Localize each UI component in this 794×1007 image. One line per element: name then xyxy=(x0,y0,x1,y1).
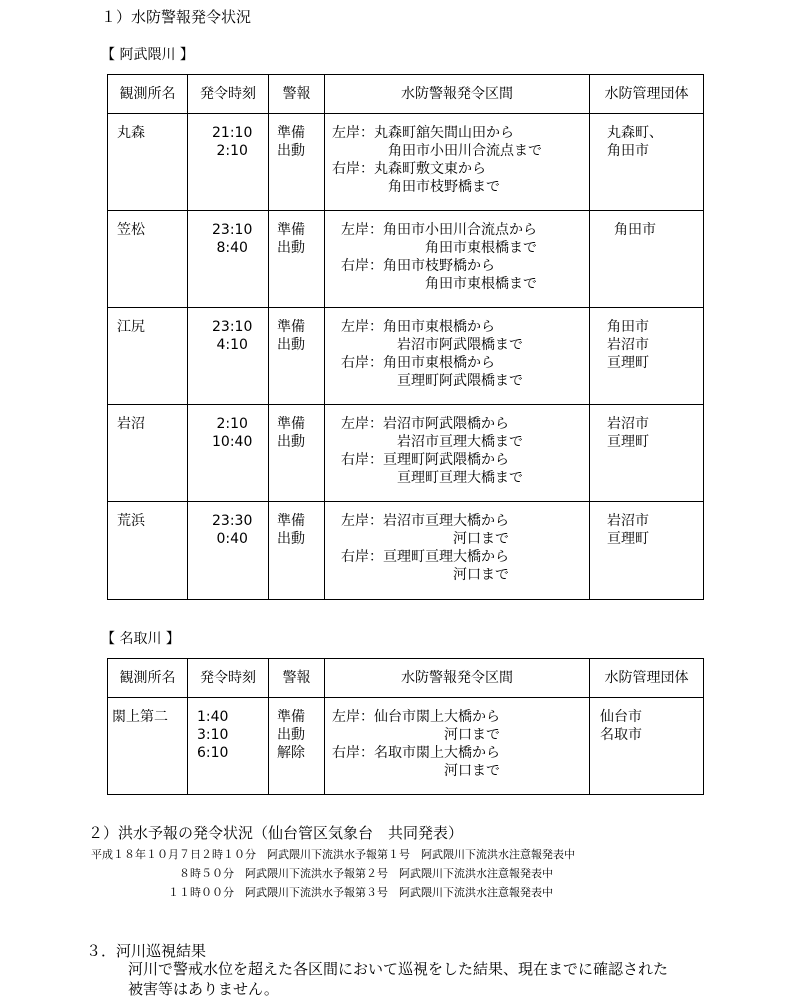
section-line: 右岸：角田市東根橋から xyxy=(341,355,495,371)
section-line: 右岸：亘理町亘理大橋から xyxy=(341,549,509,565)
table-row xyxy=(108,308,704,405)
issue-time: 1:40 xyxy=(197,709,229,725)
section-line: 右岸：角田市枝野橋から xyxy=(341,258,495,274)
section3-title: ３．河川巡視結果 xyxy=(86,942,207,960)
station-name: 閖上第二 xyxy=(112,709,168,725)
section-line: 左岸：仙台市閖上大橋から xyxy=(332,709,500,725)
patrol-result-text: 被害等はありません。 xyxy=(128,980,279,998)
station-name: 岩沼 xyxy=(117,416,145,432)
management-group: 岩沼市 xyxy=(607,416,649,432)
header-time: 発令時刻 xyxy=(188,659,269,698)
header-station: 観測所名 xyxy=(108,75,188,114)
management-group: 角田市 xyxy=(607,143,649,159)
natori-river-label: 【 名取川 】 xyxy=(101,631,180,647)
alert-level: 出動 xyxy=(277,531,305,547)
header-management-group: 水防管理団体 xyxy=(590,75,704,114)
natori-warning-table xyxy=(107,658,704,795)
issue-time: 6:10 xyxy=(197,745,229,761)
table-row xyxy=(108,211,704,308)
section-line: 角田市枝野橋まで xyxy=(332,179,500,195)
header-alert: 警報 xyxy=(269,75,325,114)
header-station: 観測所名 xyxy=(108,659,188,698)
management-group: 岩沼市 xyxy=(607,337,649,353)
alert-level: 出動 xyxy=(277,143,305,159)
issue-time: 2:10 xyxy=(212,143,248,159)
section-line: 角田市小田川合流点まで xyxy=(332,143,542,159)
table-row xyxy=(108,698,704,795)
alert-level: 準備 xyxy=(277,319,305,335)
station-name: 笠松 xyxy=(117,222,145,238)
section-line: 河口まで xyxy=(332,727,500,743)
alert-level: 出動 xyxy=(277,240,305,256)
issue-time: 23:30 xyxy=(212,513,253,529)
table-row xyxy=(108,405,704,502)
section-line: 亘理町亘理大橋まで xyxy=(341,470,523,486)
issue-time: 8:40 xyxy=(212,240,248,256)
flood-forecast-line: ８時５０分 阿武隈川下流洪水予報第２号 阿武隈川下流洪水注意報発表中 xyxy=(91,867,553,880)
station-name: 江尻 xyxy=(117,319,145,335)
issue-time: 4:10 xyxy=(212,337,248,353)
table-row xyxy=(108,502,704,600)
header-section: 水防警報発令区間 xyxy=(325,75,590,114)
section-line: 角田市東根橋まで xyxy=(341,240,537,256)
issue-time: 2:10 xyxy=(212,416,248,432)
management-group: 名取市 xyxy=(600,727,642,743)
header-section: 水防警報発令区間 xyxy=(325,659,590,698)
management-group: 角田市 xyxy=(607,319,649,335)
flood-forecast-line: １１時００分 阿武隈川下流洪水予報第３号 阿武隈川下流洪水注意報発表中 xyxy=(91,886,553,899)
management-group: 亘理町 xyxy=(607,434,649,450)
management-group: 亘理町 xyxy=(607,355,649,371)
section-line: 亘理町阿武隈橋まで xyxy=(341,373,523,389)
header-time: 発令時刻 xyxy=(188,75,269,114)
section-line: 左岸：角田市東根橋から xyxy=(341,319,495,335)
alert-level: 出動 xyxy=(277,434,305,450)
management-group: 丸森町、 xyxy=(607,125,663,141)
table-row xyxy=(108,114,704,211)
section-line: 左岸：岩沼市亘理大橋から xyxy=(341,513,509,529)
abukuma-warning-table xyxy=(107,74,704,600)
flood-forecast-line: 平成１８年１０月７日２時１０分 阿武隈川下流洪水予報第１号 阿武隈川下流洪水注意報発表中 xyxy=(91,848,575,861)
header-alert: 警報 xyxy=(269,659,325,698)
section-line: 右岸：亘理町阿武隈橋から xyxy=(341,452,509,468)
alert-level: 出動 xyxy=(277,727,305,743)
section-line: 河口まで xyxy=(341,531,509,547)
section-line: 左岸：角田市小田川合流点から xyxy=(341,222,537,238)
station-name: 丸森 xyxy=(117,125,145,141)
section-line: 岩沼市阿武隈橋まで xyxy=(341,337,523,353)
issue-time: 10:40 xyxy=(212,434,253,450)
management-group: 仙台市 xyxy=(600,709,642,725)
alert-level: 出動 xyxy=(277,337,305,353)
alert-level: 準備 xyxy=(277,513,305,529)
patrol-result-text: 河川で警戒水位を超えた各区間において巡視をした結果、現在までに確認された xyxy=(128,960,669,978)
issue-time: 0:40 xyxy=(212,531,248,547)
issue-time: 3:10 xyxy=(197,727,229,743)
management-group: 亘理町 xyxy=(607,531,649,547)
section-line: 右岸：丸森町敷文東から xyxy=(332,161,486,177)
section1-title: １）水防警報発令状況 xyxy=(101,8,252,26)
management-group: 角田市 xyxy=(614,222,656,238)
alert-level: 準備 xyxy=(277,222,305,238)
table-header-row xyxy=(108,75,704,114)
section-line: 河口まで xyxy=(341,567,509,583)
alert-level: 準備 xyxy=(277,125,305,141)
table-header-row xyxy=(108,659,704,698)
section-line: 河口まで xyxy=(332,763,500,779)
section-line: 角田市東根橋まで xyxy=(341,276,537,292)
alert-level: 準備 xyxy=(277,416,305,432)
issue-time: 23:10 xyxy=(212,319,253,335)
issue-time: 21:10 xyxy=(212,125,253,141)
section-line: 左岸：岩沼市阿武隈橋から xyxy=(341,416,509,432)
section-line: 右岸：名取市閖上大橋から xyxy=(332,745,500,761)
header-management-group: 水防管理団体 xyxy=(590,659,704,698)
management-group: 岩沼市 xyxy=(607,513,649,529)
section-line: 左岸：丸森町舘矢間山田から xyxy=(332,125,514,141)
station-name: 荒浜 xyxy=(117,513,145,529)
alert-level: 準備 xyxy=(277,709,305,725)
issue-time: 23:10 xyxy=(212,222,253,238)
alert-level: 解除 xyxy=(277,745,305,761)
section-line: 岩沼市亘理大橋まで xyxy=(341,434,523,450)
abukuma-river-label: 【 阿武隈川 】 xyxy=(101,47,194,63)
section2-title: ２）洪水予報の発令状況（仙台管区気象台 共同発表） xyxy=(88,824,464,842)
